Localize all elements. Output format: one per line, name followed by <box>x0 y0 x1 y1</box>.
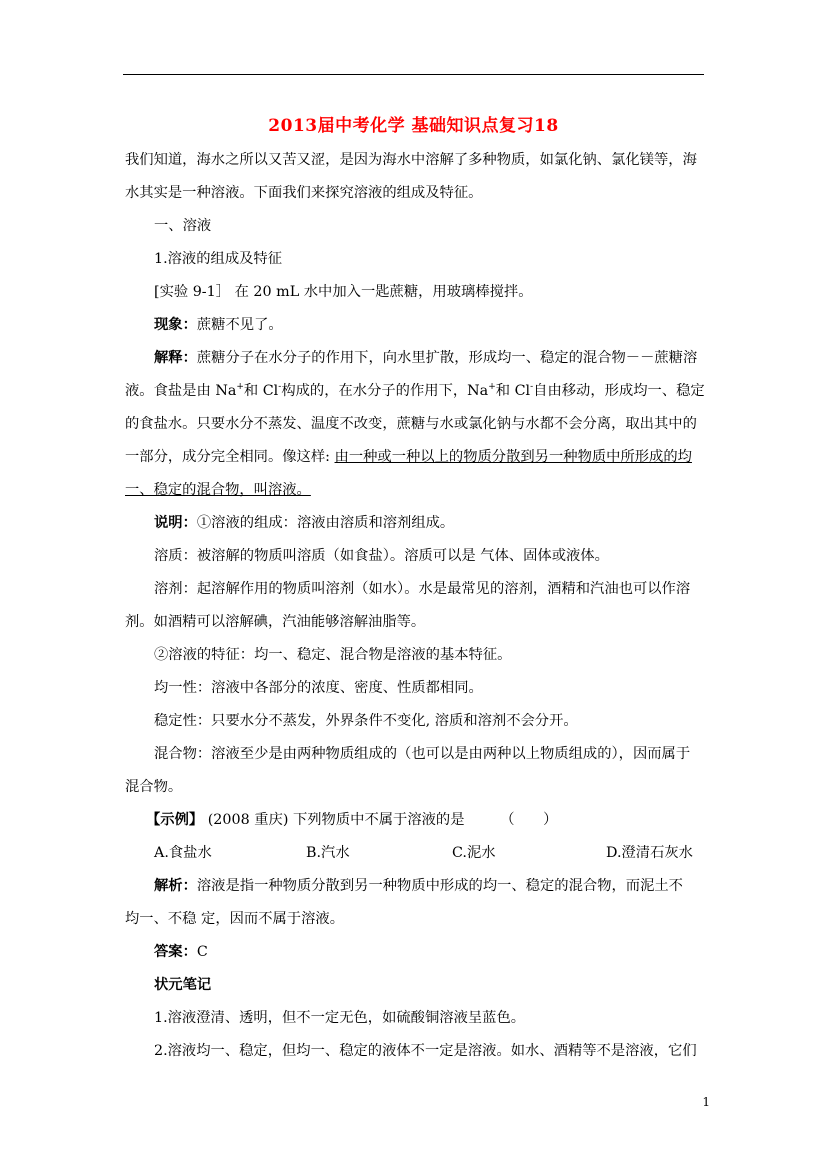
explanation-label: 解释： <box>154 350 197 366</box>
superscript: + <box>236 382 244 393</box>
note-label: 说明： <box>154 515 197 531</box>
text-segment: 自由移动，形成均一、稳定 <box>533 383 705 399</box>
page-number: 1 <box>702 1095 710 1109</box>
solvent-line-2: 剂。如酒精可以溶解碘，汽油能够溶解油脂等。 <box>125 614 426 630</box>
section-heading: 一、溶液 <box>154 218 212 234</box>
solvent-line-1: 溶剂：起溶解作用的物质叫溶剂（如水）。水是最常见的溶剂，酒精和汽油也可以作溶 <box>154 581 691 597</box>
explanation-line-5: 一、稳定的混合物，叫溶液。 <box>125 482 311 498</box>
notes-item-2: 2.溶液均一、稳定，但均一、稳定的液体不一定是溶液。如水、酒精等不是溶液，它们 <box>154 1043 697 1059</box>
explanation-line-2 <box>125 381 705 401</box>
text-segment: 和 Cl <box>243 383 279 399</box>
mixture-line-1: 混合物：溶液至少是由两种物质组成的（也可以是由两种以上物质组成的），因而属于 <box>154 746 691 762</box>
analysis-text: 溶液是指一种物质分散到另一种物质中形成的均一、稳定的混合物，而泥土不 <box>196 878 683 894</box>
mixture-line-2: 混合物。 <box>125 779 183 795</box>
analysis-label: 解析： <box>154 878 197 894</box>
option-c: C.泥水 <box>452 845 496 861</box>
feature-line: ②溶液的特征：均一、稳定、混合物是溶液的基本特征。 <box>154 647 512 663</box>
explanation-line-1 <box>154 348 697 368</box>
observation-line <box>154 315 283 335</box>
observation-text: 蔗糖不见了。 <box>196 317 283 333</box>
subsection-heading: 1.溶液的组成及特征 <box>154 251 283 267</box>
analysis-line-2: 均一、不稳 定，因而不属于溶液。 <box>125 911 344 927</box>
solute-line: 溶质：被溶解的物质叫溶质（如食盐）。溶质可以是 气体、固体或液体。 <box>154 548 609 564</box>
text-segment: 和 Cl <box>495 383 531 399</box>
notes-heading: 状元笔记 <box>154 977 212 993</box>
header-rule <box>123 74 704 75</box>
explanation-text-1: 蔗糖分子在水分子的作用下，向水里扩散，形成均一、稳定的混合物－－蔗糖溶 <box>196 350 698 366</box>
text-segment: 构成的，在水分子的作用下，Na <box>281 383 489 399</box>
intro-line-2: 水其实是一种溶液。下面我们来探究溶液的组成及特征。 <box>125 185 483 201</box>
experiment-line: [实验 9-1］ 在 20 mL 水中加入一匙蔗糖，用玻璃棒搅拌。 <box>154 284 533 300</box>
observation-label: 现象： <box>154 317 197 333</box>
page-title: 2013届中考化学 基础知识点复习18 <box>268 116 559 136</box>
example-label: 【示例】 <box>146 812 204 828</box>
answer-label: 答案： <box>154 944 197 960</box>
notes-item-1: 1.溶液澄清、透明，但不一定无色，如硫酸铜溶液呈蓝色。 <box>154 1010 526 1026</box>
stable-line: 稳定性：只要水分不蒸发，外界条件不变化, 溶质和溶剂不会分开。 <box>154 713 578 729</box>
intro-line-1: 我们知道，海水之所以又苦又涩，是因为海水中溶解了多种物质，如氯化钠、氯化镁等，海 <box>125 152 697 168</box>
superscript: - <box>530 382 534 393</box>
analysis-line-1 <box>154 876 683 896</box>
superscript: - <box>278 382 282 393</box>
option-b: B.汽水 <box>306 845 350 861</box>
explanation-line-4 <box>125 447 692 467</box>
superscript: + <box>488 382 496 393</box>
uniform-line: 均一性：溶液中各部分的浓度、密度、性质都相同。 <box>154 680 483 696</box>
explanation-line-3: 的食盐水。只要水分不蒸发、温度不改变，蔗糖与水或氯化钠与水都不会分离，取出其中的 <box>125 416 697 432</box>
example-line <box>146 810 557 830</box>
text-segment: 一部分，成分完全相同。像这样: <box>125 449 335 465</box>
example-question: (2008 重庆) 下列物质中不属于溶液的是 （ ） <box>203 812 558 828</box>
text-segment: 液。食盐是由 Na <box>125 383 237 399</box>
answer-line <box>154 942 208 962</box>
option-d: D.澄清石灰水 <box>606 845 693 861</box>
answer-text: C <box>196 944 208 960</box>
note-text: ①溶液的组成：溶液由溶质和溶剂组成。 <box>196 515 455 531</box>
definition-underlined: 由一种或一种以上的物质分散到另一种物质中所形成的均 <box>334 449 692 465</box>
option-a: A.食盐水 <box>154 845 212 861</box>
note-line-1 <box>154 513 454 533</box>
